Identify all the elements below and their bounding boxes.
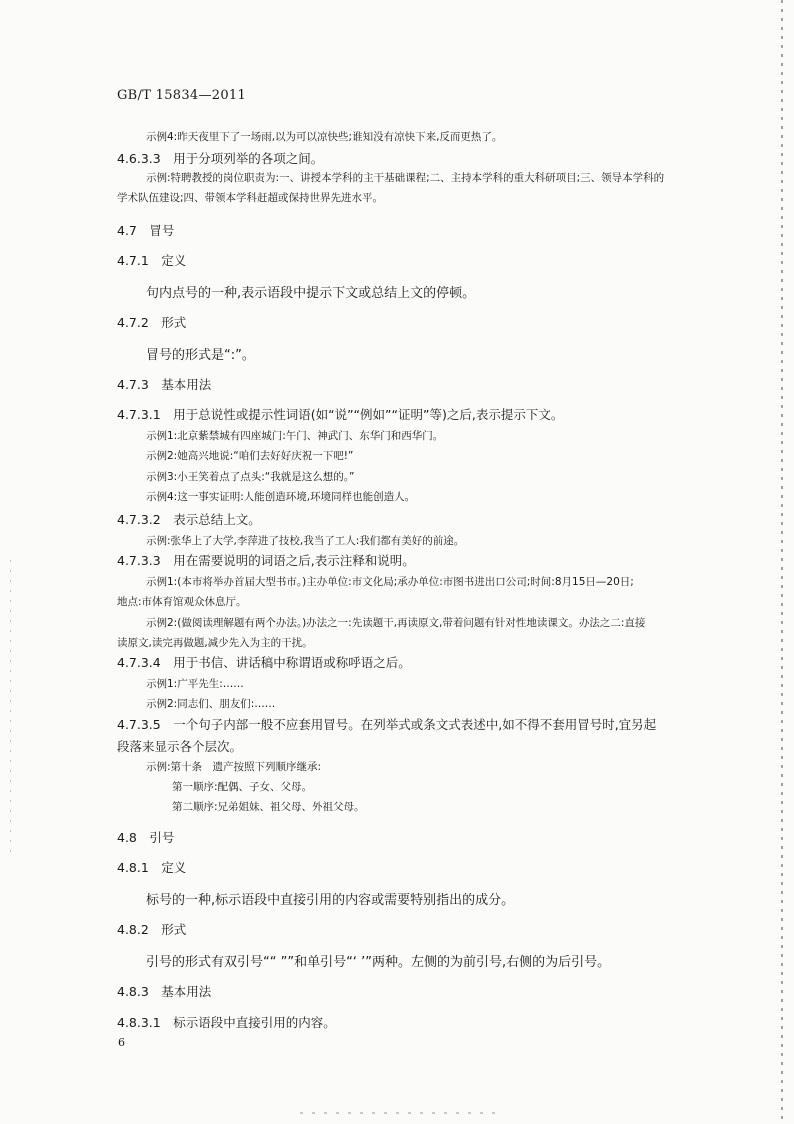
text-line: 4.7.3 基本用法: [117, 377, 212, 392]
text-line: 示例1:北京紫禁城有四座城门:午门、神武门、东华门和西华门。: [146, 430, 444, 442]
text-line: 示例:第十条 遗产按照下列顺序继承:: [146, 761, 322, 773]
text-line: 4.7.2 形式: [117, 315, 187, 330]
text-line: 示例2:同志们、朋友们:……: [146, 698, 276, 710]
text-line: 4.6.3.3 用于分项列举的各项之间。: [117, 151, 324, 166]
text-line: 地点:市体育馆观众休息厅。: [117, 596, 247, 608]
text-line: 4.8.3.1 标示语段中直接引用的内容。: [117, 1015, 336, 1030]
text-line: 第二顺序:兄弟姐妹、祖父母、外祖父母。: [172, 801, 365, 813]
text-line: 4.7 冒号: [117, 223, 175, 238]
text-line: 示例1:(本市将举办首届大型书市。)主办单位:市文化局;承办单位:市图书进出口公司;时间:8月15日—20日;: [146, 576, 634, 588]
text-line: 4.7.3.3 用在需要说明的词语之后,表示注释和说明。: [117, 553, 415, 568]
text-line: 冒号的形式是“:”。: [146, 348, 255, 363]
text-line: 示例4:这一事实证明:人能创造环境,环境同样也能创造人。: [146, 491, 416, 503]
text-line: 4.8 引号: [117, 830, 175, 845]
text-line: 段落来显示各个层次。: [117, 739, 243, 754]
text-line: 4.8.1 定义: [117, 860, 187, 875]
scan-edge-bottom: [300, 1112, 500, 1114]
text-line: 第一顺序:配偶、子女、父母。: [172, 781, 313, 793]
text-line: 读原文,读完再做题,减少先入为主的干扰。: [117, 637, 313, 649]
text-line: 标号的一种,标示语段中直接引用的内容或需要特别指出的成分。: [146, 893, 515, 908]
text-line: 学术队伍建设;四、带领本学科赶超或保持世界先进水平。: [117, 192, 384, 204]
text-line: 示例:张华上了大学,李萍进了技校,我当了工人:我们都有美好的前途。: [146, 535, 465, 547]
text-line: 4.7.1 定义: [117, 253, 187, 268]
standard-number-header: GB/T 15834—2011: [117, 88, 247, 103]
text-line: 示例2:她高兴地说:“咱们去好好庆祝一下吧!”: [146, 450, 354, 462]
text-line: 示例2:(做阅读理解题有两个办法。)办法之一:先读题干,再读原文,带着问题有针对性地读课文。办法之二:直接: [146, 617, 646, 629]
text-line: 示例:特聘教授的岗位职责为:一、讲授本学科的主干基础课程;二、主持本学科的重大科研项目;三、领导本学科的: [146, 172, 665, 184]
text-line: 4.8.2 形式: [117, 922, 187, 937]
text-line: 示例1:广平先生:……: [146, 678, 244, 690]
text-line: 句内点号的一种,表示语段中提示下文或总结上文的停顿。: [146, 286, 476, 301]
text-line: 4.7.3.5 一个句子内部一般不应套用冒号。在列举式或条文式表述中,如不得不套用冒号时,宜另起: [117, 717, 657, 732]
text-line: 4.8.3 基本用法: [117, 984, 212, 999]
text-line: 4.7.3.2 表示总结上文。: [117, 512, 261, 527]
text-line: 示例3:小王笑着点了点头:“我就是这么想的。”: [146, 471, 355, 483]
text-line: 示例4:昨天夜里下了一场雨,以为可以凉快些;谁知没有凉快下来,反而更热了。: [146, 131, 503, 143]
scan-edge-right: [781, 0, 783, 1124]
text-line: 引号的形式有双引号““ ””和单引号“‘ ’”两种。左侧的为前引号,右侧的为后引号。: [146, 955, 611, 970]
page-number: 6: [118, 1036, 125, 1049]
text-line: 4.7.3.4 用于书信、讲话稿中称谓语或称呼语之后。: [117, 655, 411, 670]
scan-edge-left: [10, 560, 11, 860]
text-line: 4.7.3.1 用于总说性或提示性词语(如“说”“例如”“证明”等)之后,表示提示下文。: [117, 407, 564, 422]
